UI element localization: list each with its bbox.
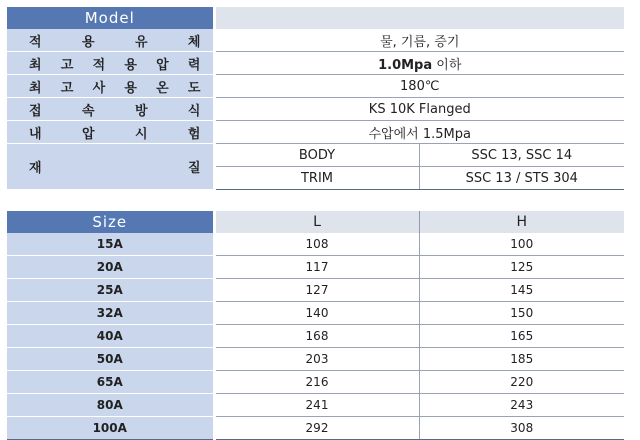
size-cell: 65A xyxy=(7,371,214,394)
size-header: Size xyxy=(7,211,214,233)
size-cell: 32A xyxy=(7,302,214,325)
l-cell: 241 xyxy=(214,394,419,417)
size-cell: 50A xyxy=(7,348,214,371)
spec-row xyxy=(7,52,624,75)
material-value-body: SSC 13, SSC 14 xyxy=(419,144,624,167)
spec-value xyxy=(214,52,624,75)
material-label-char: 질 xyxy=(187,161,201,176)
l-header: L xyxy=(214,211,419,233)
h-cell: 125 xyxy=(419,256,624,279)
size-row xyxy=(7,279,624,302)
spec-label-char: 방 xyxy=(134,103,148,119)
material-label xyxy=(7,144,214,190)
l-cell: 140 xyxy=(214,302,419,325)
spec-label-char: 압 xyxy=(156,57,169,73)
material-label-char: 재 xyxy=(29,161,42,176)
h-cell: 145 xyxy=(419,279,624,302)
h-cell: 150 xyxy=(419,302,624,325)
l-cell: 292 xyxy=(214,417,419,440)
spec-row xyxy=(7,29,624,52)
size-row xyxy=(7,302,624,325)
spec-label-char: 압 xyxy=(81,126,95,142)
size-row xyxy=(7,371,624,394)
spec-label-char: 시 xyxy=(134,126,148,142)
spec-value-bold: 1.0Mpa xyxy=(378,57,433,73)
spec-label-char: 체 xyxy=(187,34,201,50)
spec-label-char: 적 xyxy=(29,34,42,50)
spec-label-char: 고 xyxy=(60,57,74,73)
l-cell: 168 xyxy=(214,325,419,348)
spec-label-char: 접 xyxy=(29,103,42,119)
h-cell: 165 xyxy=(419,325,624,348)
spec-value: KS 10K Flanged xyxy=(214,98,624,121)
material-value-trim: SSC 13 / STS 304 xyxy=(419,167,624,190)
size-row xyxy=(7,348,624,371)
spec-row xyxy=(7,98,624,121)
spec-label xyxy=(7,75,214,98)
spec-label-char: 용 xyxy=(124,80,137,96)
l-cell: 203 xyxy=(214,348,419,371)
spec-row xyxy=(7,121,624,144)
spec-label-char: 용 xyxy=(124,57,137,73)
spec-label-char: 도 xyxy=(187,80,201,96)
h-cell: 220 xyxy=(419,371,624,394)
spec-label-char: 유 xyxy=(134,34,148,50)
size-cell: 80A xyxy=(7,394,214,417)
spec-label-char: 사 xyxy=(92,80,106,96)
spec-label-char: 최 xyxy=(29,57,42,73)
size-cell: 25A xyxy=(7,279,214,302)
size-cell: 40A xyxy=(7,325,214,348)
spec-value: 물, 기름, 증기 xyxy=(214,29,624,52)
material-part-trim: TRIM xyxy=(214,167,419,190)
h-cell: 100 xyxy=(419,233,624,256)
spec-label-char: 최 xyxy=(29,80,42,96)
spec-label xyxy=(7,121,214,144)
l-cell: 108 xyxy=(214,233,419,256)
size-cell: 20A xyxy=(7,256,214,279)
spec-label xyxy=(7,29,214,52)
h-cell: 185 xyxy=(419,348,624,371)
size-cell: 100A xyxy=(7,417,214,440)
size-row xyxy=(7,256,624,279)
size-row xyxy=(7,394,624,417)
size-table xyxy=(7,211,624,440)
size-cell: 15A xyxy=(7,233,214,256)
spec-label-char: 내 xyxy=(29,126,42,142)
spec-value: 수압에서 1.5Mpa xyxy=(214,121,624,144)
material-part-body: BODY xyxy=(214,144,419,167)
l-cell: 117 xyxy=(214,256,419,279)
h-cell: 308 xyxy=(419,417,624,440)
spec-label-char: 용 xyxy=(81,34,95,50)
spec-table xyxy=(7,7,624,190)
spec-label-char: 적 xyxy=(92,57,106,73)
spec-label-char: 속 xyxy=(81,103,95,119)
spec-value-suffix: 이하 xyxy=(432,57,462,73)
spec-label xyxy=(7,98,214,121)
spec-label-char: 험 xyxy=(187,126,201,142)
model-header: Model xyxy=(7,7,214,29)
h-cell: 243 xyxy=(419,394,624,417)
spec-label-char: 식 xyxy=(187,103,201,119)
spec-label xyxy=(7,52,214,75)
size-row xyxy=(7,325,624,348)
l-cell: 216 xyxy=(214,371,419,394)
h-header: H xyxy=(419,211,624,233)
spec-label-char: 력 xyxy=(187,57,201,73)
model-header-blank xyxy=(214,7,624,29)
l-cell: 127 xyxy=(214,279,419,302)
size-row xyxy=(7,233,624,256)
size-row xyxy=(7,417,624,440)
spec-value: 180℃ xyxy=(214,75,624,98)
spec-label-char: 고 xyxy=(60,80,74,96)
spec-row xyxy=(7,75,624,98)
spec-label-char: 온 xyxy=(156,80,169,96)
